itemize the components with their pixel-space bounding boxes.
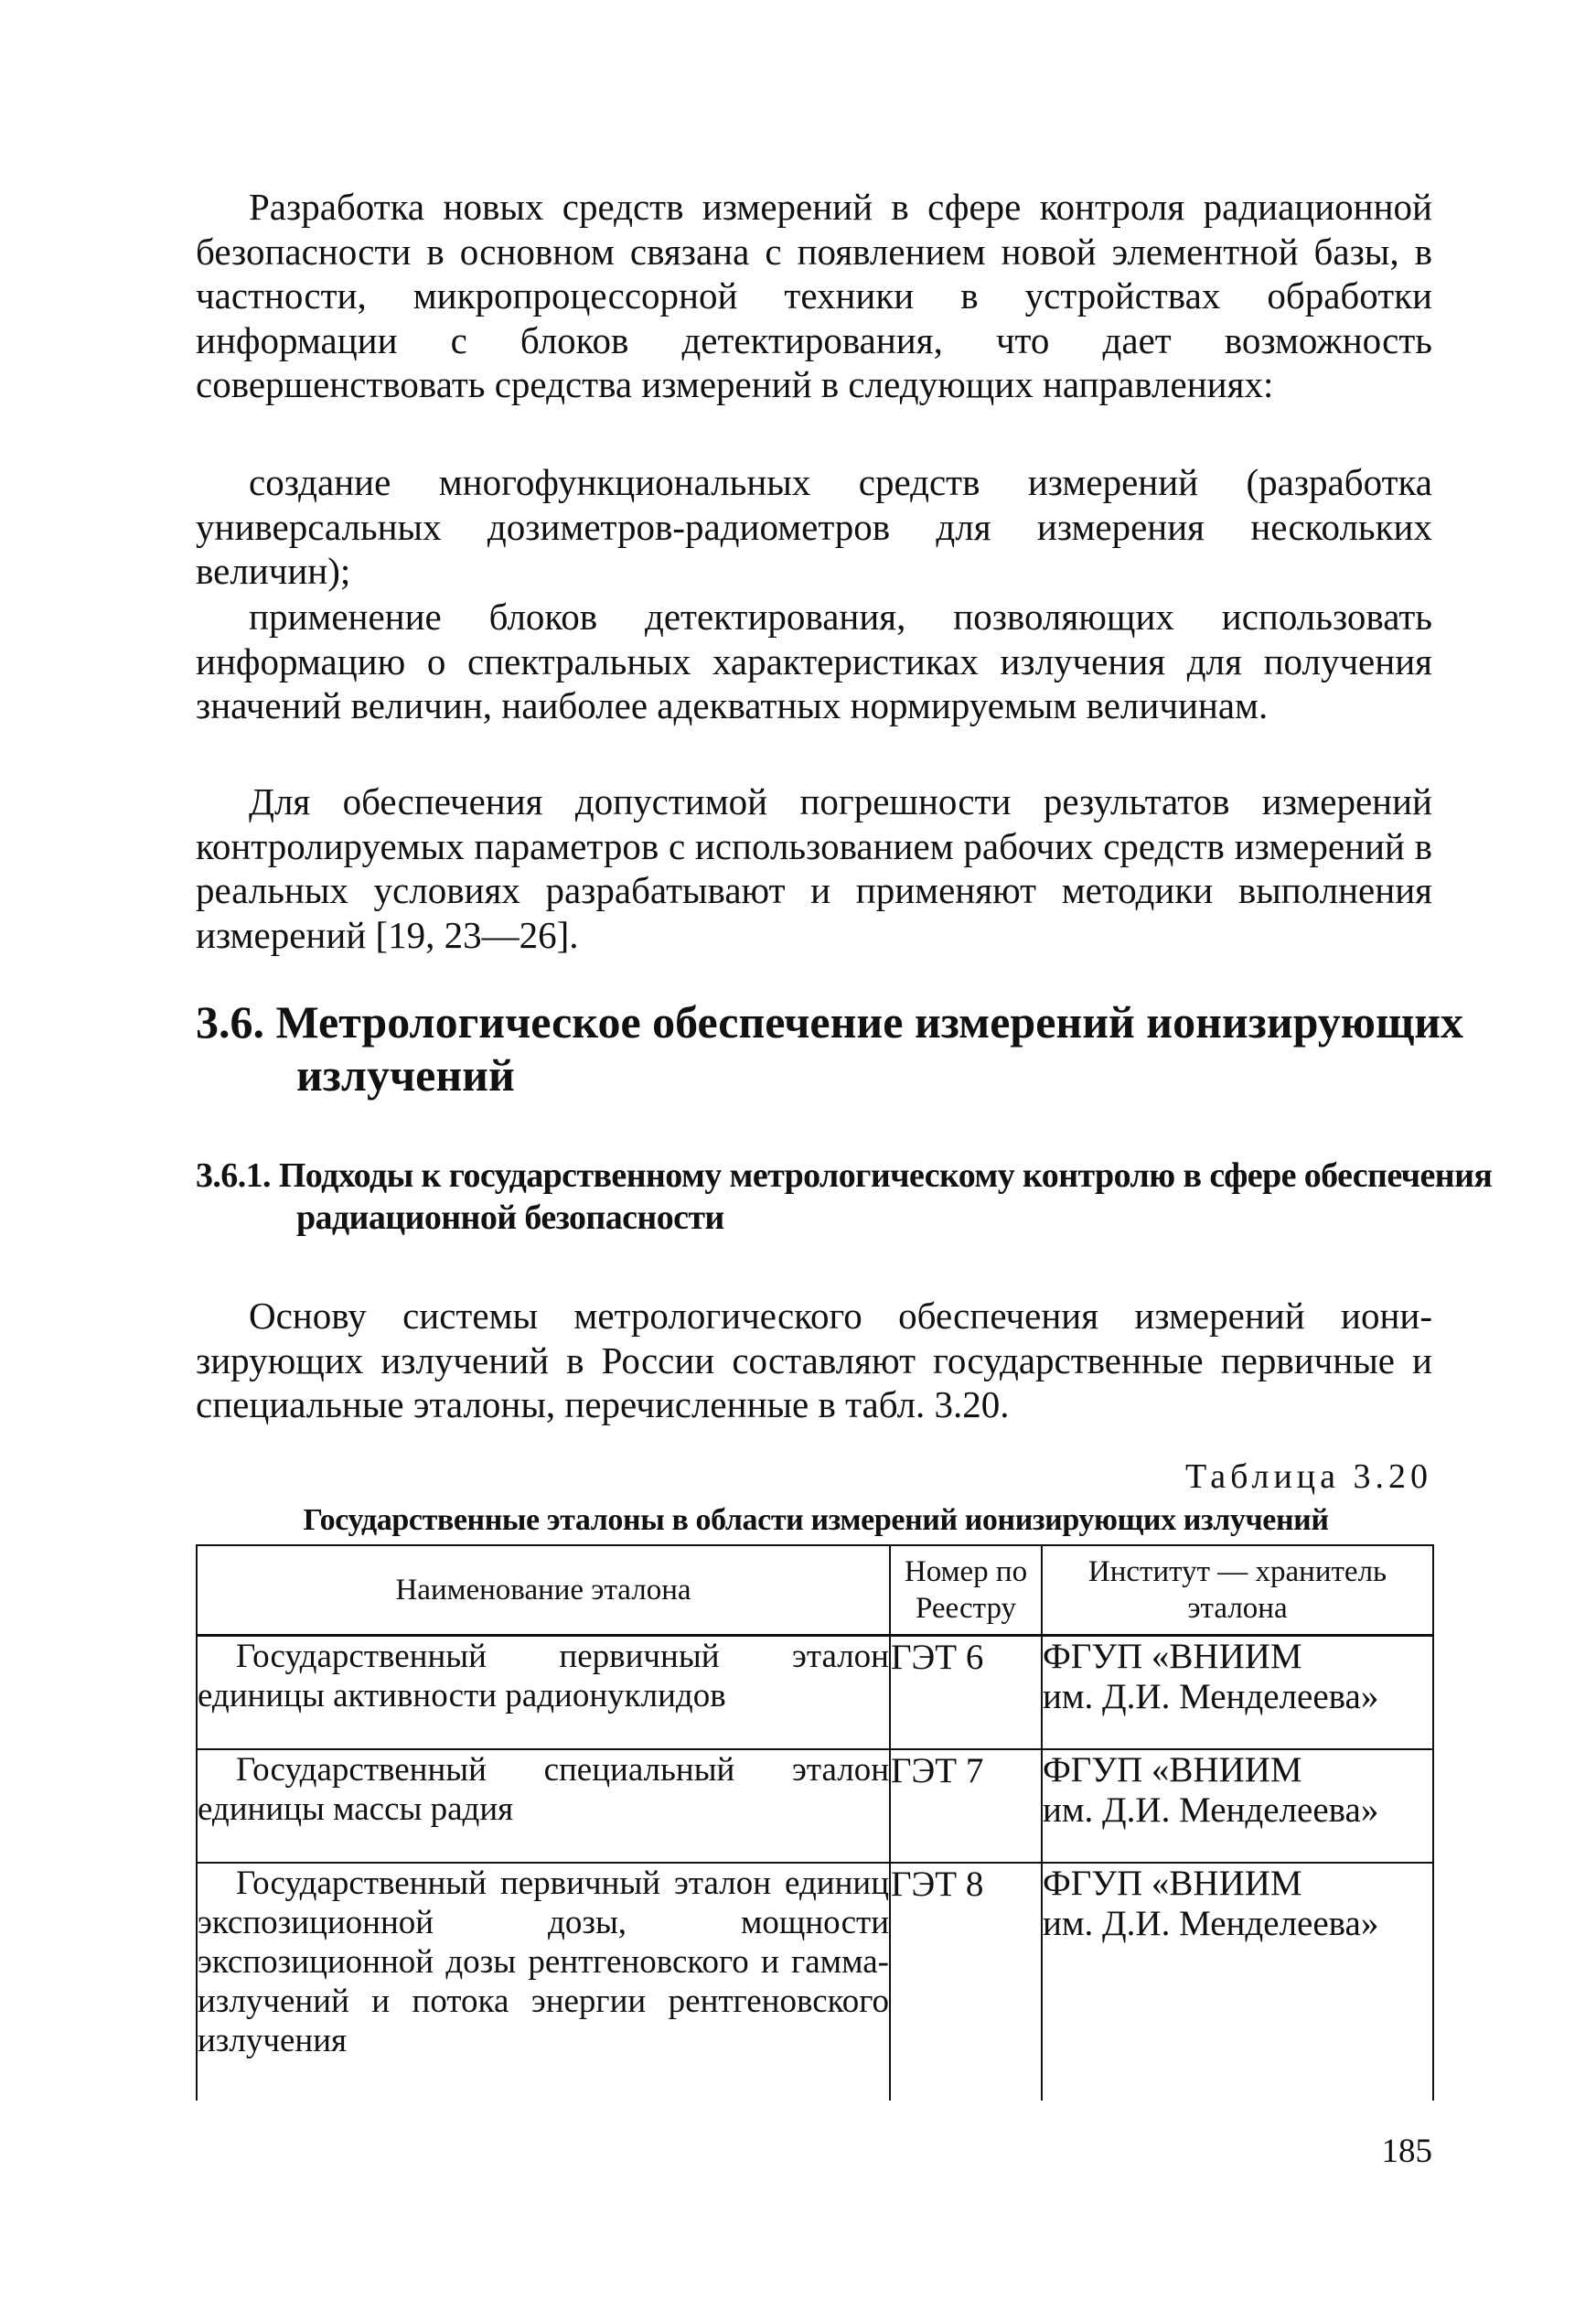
cell-institute: ФГУП «ВНИИМ им. Д.И. Менделеева» — [1042, 1863, 1433, 2101]
table-row — [197, 1636, 1433, 1749]
cell-registry-number: ГЭТ 7 — [890, 1749, 1042, 1863]
page-number: 185 — [1381, 2133, 1432, 2170]
section-heading — [196, 995, 1533, 1102]
table-header-row — [197, 1545, 1433, 1636]
cell-registry-number: ГЭТ 8 — [890, 1863, 1042, 2101]
cell-institute: ФГУП «ВНИИМ им. Д.И. Менделеева» — [1042, 1636, 1433, 1749]
cell-standard-name: Государственный специальный эталон единицы массы радия — [197, 1749, 890, 1863]
cell-standard-name: Государственный первичный эталон единиц экспозиционной дозы, мощности экспозиционной дозы рентгеновского и гамма-излучений и потока энергии рентгеновского излучения — [197, 1863, 890, 2101]
subsection-title: Подходы к государственному метрологическому контролю в сфере обеспечения радиационной безопасности — [278, 1156, 1493, 1237]
paragraph-new-instruments: Разработка новых средств измерений в сфере контроля радиационной безопасности в основном связана с появлением новой элементной базы, в частности, микропроцессорной техники в устройствах обработки информации с блоков детектирования, что дает возможность совершенствовать средства измерений в следующих направлениях: — [196, 186, 1432, 405]
header-name: Наименование эталона — [197, 1545, 890, 1636]
table-row — [197, 1749, 1433, 1863]
paragraph-measurement-methods: Для обеспечения допустимой погрешности результатов измерений контролируемых параметров с использованием рабочих средств измерений в реальных условиях разрабатывают и применяют методики выполнения измерений [19, 23—26]. — [196, 780, 1432, 956]
cell-standard-name: Государственный первичный эталон единицы активности радионуклидов — [197, 1636, 890, 1749]
paragraph-multifunctional: создание многофункциональных средств измерений (разработка универсальных дозиметров-радиометров для измерения нескольких величин); — [196, 461, 1432, 592]
paragraph-detection-units: применение блоков детектирования, позволяющих использовать информацию о спектральных характеристиках излучения для получения значений величин, наиболее адекватных нормируемым величинам. — [196, 596, 1432, 726]
paragraph-metrology-basis: Основу системы метрологического обеспечения измерений ионизирующих излучений в России составляют государственные первичные и специальные эталоны, перечисленные в табл. 3.20. — [196, 1295, 1432, 1425]
table-caption: Государственные эталоны в области измерений ионизирующих излучений — [303, 1503, 1329, 1537]
subsection-number: 3.6.1. — [196, 1156, 271, 1195]
table-label: Таблица 3.20 — [1184, 1457, 1432, 1496]
subsection-heading — [196, 1155, 1533, 1239]
section-title: Метрологическое обеспечение измерений ионизирующих излучений — [275, 996, 1464, 1101]
header-institute: Институт — хранитель эталона — [1042, 1545, 1433, 1636]
cell-institute: ФГУП «ВНИИМ им. Д.И. Менделеева» — [1042, 1749, 1433, 1863]
table-row — [197, 1863, 1433, 2101]
standards-table — [196, 1544, 1434, 2101]
cell-registry-number: ГЭТ 6 — [890, 1636, 1042, 1749]
document-page — [196, 0, 1493, 2300]
section-number: 3.6. — [196, 996, 264, 1048]
header-number: Номер по Реестру — [890, 1545, 1042, 1636]
